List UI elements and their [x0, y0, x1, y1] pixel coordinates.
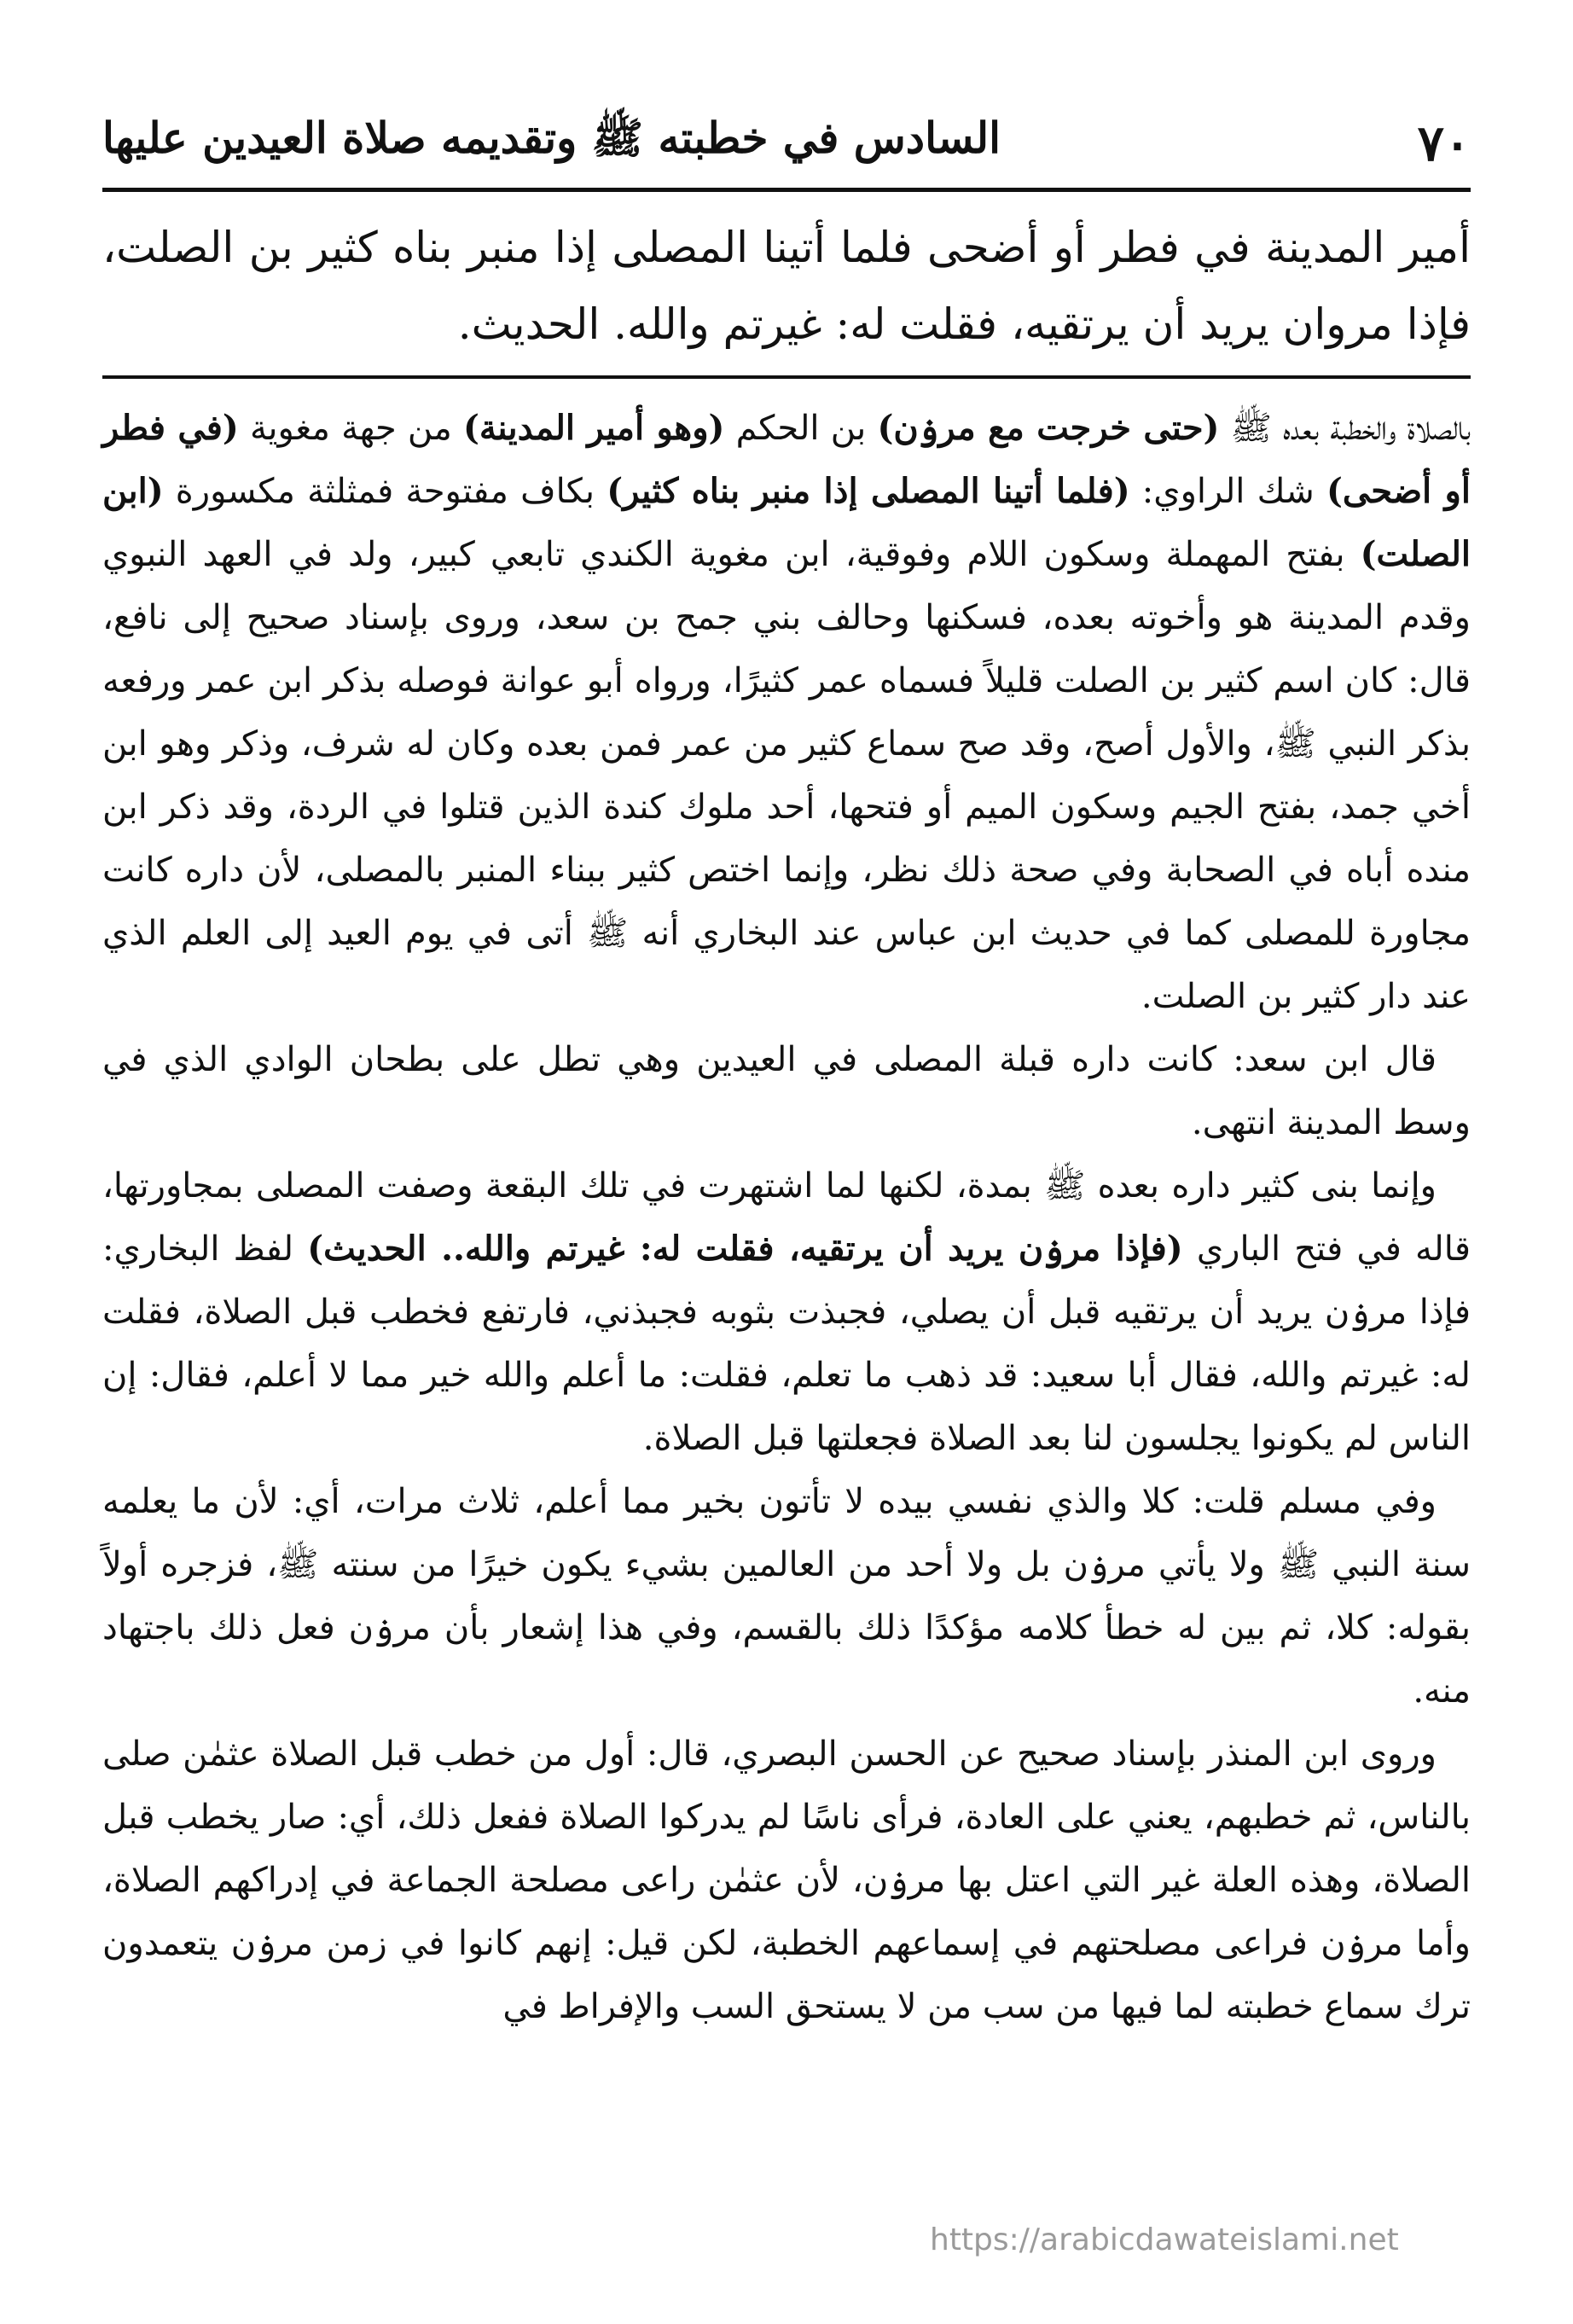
commentary-text: بفتح المهملة وسكون اللام وفوقية، ابن مغوية الكندي تابعي كبير، ولد في العهد النبوي وقدم المدينة هو وأخوته بعده، فسكنها وحالف بني جمح بن سعد، وروى بإسناد صحيح إلى نافع، قال: كان اسم كثير بن الصلت قليلاً فسماه عمر كثيرًا، ورواه أبو عوانة فوصله بذكر ابن عمر ورفعه بذكر النبي ﷺ، والأول أصح، وقد صح سماع كثير من عمر فمن بعده وكان له شرف، وذكر وهو ابن أخي جمد، بفتح الجيم وسكون الميم أو فتحها، أحد ملوك كندة الذين قتلوا في الردة، وقد ذكر ابن منده أباه في الصحابة وفي صحة ذلك نظر، وإنما اختص كثير ببناء المنبر بالمصلى، لأن داره كانت مجاورة للمصلى كما في حديث ابن عباس عند البخاري أنه ﷺ أتى في يوم العيد إلى العلم الذي عند دار كثير بن الصلت.	[102, 535, 1471, 1016]
commentary-text: قال ابن سعد: كانت داره قبلة المصلى في العيدين وهي تطل على بطحان الوادي الذي في وسط المدينة انتهى.	[102, 1040, 1471, 1142]
commentary-paragraph	[102, 1154, 1471, 1470]
commentary-text: من جهة مغوية	[238, 409, 463, 448]
page-number: ٧٠	[1417, 113, 1471, 172]
commentary-text: بالصلاة والخطبة بعده ﷺ	[1219, 409, 1471, 448]
commentary-text: وإنما بنى كثير داره بعده ﷺ بمدة، لكنها لما اشتهرت في تلك البقعة وصفت المصلى بمجاورتها، قاله في فتح الباري	[102, 1166, 1471, 1269]
quoted-matn: (فإذا مرۏن يريد أن يرتقيه، فقلت له: غيرتم والله.. الحديث)	[307, 1229, 1183, 1269]
commentary-paragraph	[102, 1723, 1471, 2038]
commentary-paragraph	[102, 397, 1471, 1028]
commentary-paragraph	[102, 1028, 1471, 1154]
watermark-url: https://arabicdawateislami.net	[930, 2222, 1399, 2257]
quoted-matn: (في فطر أو أضحى)	[102, 408, 1471, 511]
separator-rule	[102, 375, 1471, 379]
quoted-matn: (وهو أمير المدينة)	[463, 408, 725, 448]
commentary-text: وفي مسلم قلت: كلا والذي نفسي بيده لا تأتون بخير مما أعلم، ثلاث مرات، أي: لأن ما يعلمه سنة النبي ﷺ ولا يأتي مرۏن بل ولا أحد من العالمين بشيء يكون خيرًا من سنته ﷺ، فزجره أولاً بقوله: كلا، ثم بين له خطأ كلامه مؤكدًا ذلك بالقسم، وفي هذا إشعار بأن مرۏن فعل ذلك باجتهاد منه.	[102, 1482, 1471, 1711]
page-header	[102, 98, 1471, 192]
commentary-text: بكاف مفتوحة فمثلثة مكسورة	[163, 472, 607, 511]
quoted-matn: (فلما أتينا المصلى إذا منبر بناه كثير)	[607, 471, 1130, 511]
commentary-paragraph	[102, 1470, 1471, 1723]
hadith-text: أمير المدينة في فطر أو أضحى فلما أتينا المصلى إذا منبر بناه كثير بن الصلت، فإذا مروان يريد أن يرتقيه، فقلت له: غيرتم والله. الحديث.	[102, 223, 1471, 349]
quoted-matn: (حتى خرجت مع مرۏن)	[877, 408, 1220, 448]
running-title: السادس في خطبته ﷺ وتقديمه صلاة العيدين عليها	[102, 112, 1001, 163]
commentary-text: بن الحكم	[724, 409, 878, 448]
commentary-text: لفظ البخاري: فإذا مرۏن يريد أن يرتقيه قبل أن يصلي، فجبذت بثوبه فجبذني، فارتفع فخطب قبل الصلاة، فقلت له: غيرتم والله، فقال أبا سعيد: قد ذهب ما تعلم، فقلت: ما أعلم والله خير مما لا أعلم، فقال: إن الناس لم يكونوا يجلسون لنا بعد الصلاة فجعلتها قبل الصلاة.	[102, 1229, 1471, 1458]
quoted-matn: (ابن الصلت)	[102, 471, 1471, 574]
commentary	[102, 397, 1471, 2038]
commentary-text: وروى ابن المنذر بإسناد صحيح عن الحسن البصري، قال: أول من خطب قبل الصلاة عثمٰن صلى بالناس، ثم خطبهم، يعني على العادة، فرأى ناسًا لم يدركوا الصلاة ففعل ذلك، أي: صار يخطب قبل الصلاة، وهذه العلة غير التي اعتل بها مرۏن، لأن عثمٰن راعى مصلحة الجماعة في إدراكهم الصلاة، وأما مرۏن فراعى مصلحتهم في إسماعهم الخطبة، لكن قيل: إنهم كانوا في زمن مرۏن يتعمدون ترك سماع خطبته لما فيها من سب من لا يستحق السب والإفراط في	[102, 1734, 1471, 2026]
commentary-text: شك الراوي:	[1129, 472, 1326, 511]
